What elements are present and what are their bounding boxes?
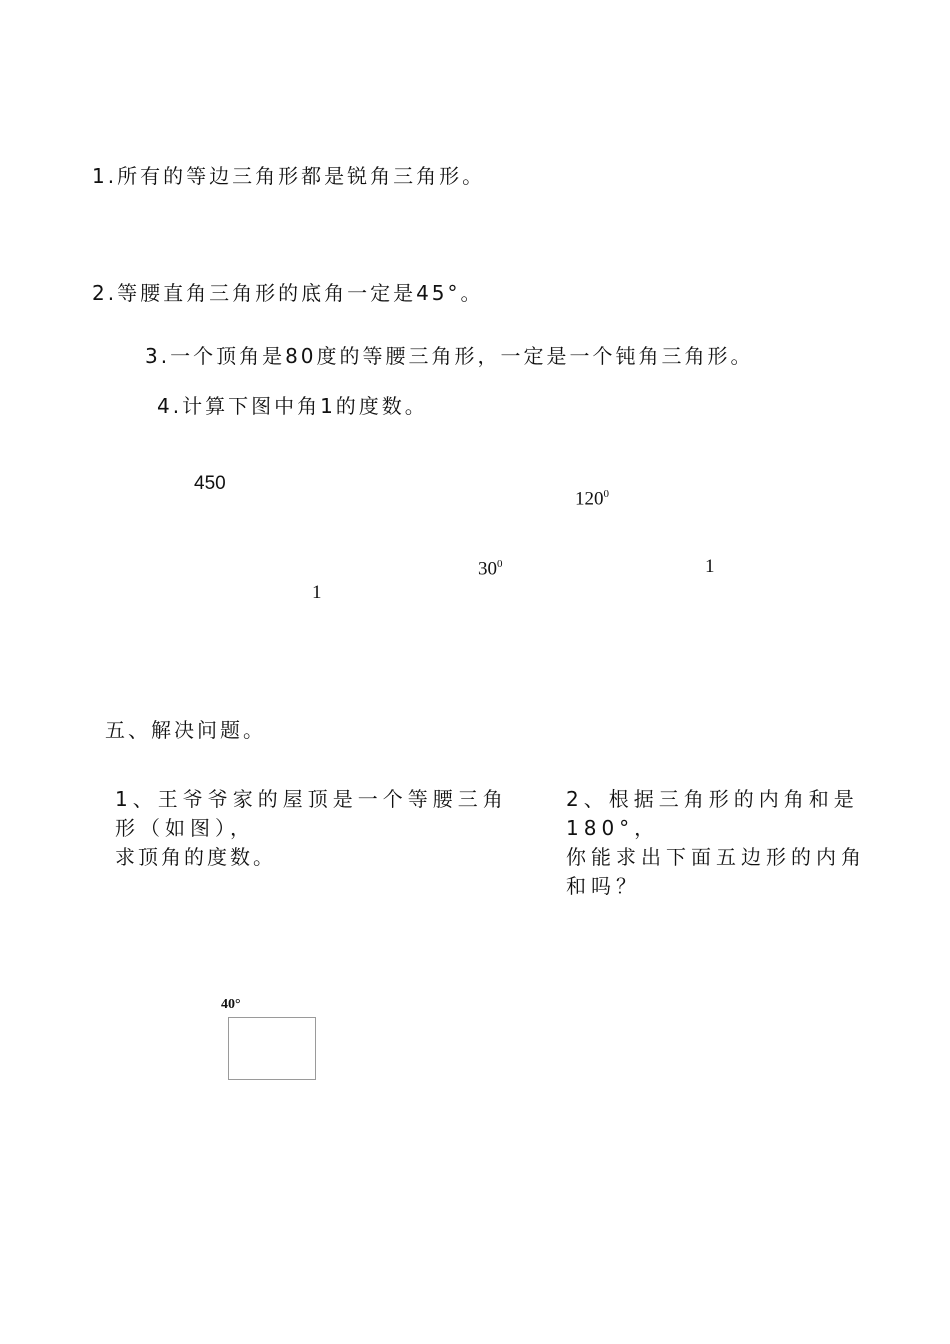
- angle-label-30: [478, 558, 503, 580]
- angle-30-value: 30: [478, 558, 497, 580]
- problem-1-line-3: 求顶角的度数。: [115, 845, 276, 869]
- angle-120-degree: 0: [603, 488, 609, 500]
- angle-label-120: [575, 488, 609, 510]
- angle-1-label-right: 1: [705, 556, 715, 577]
- question-4: 4.计算下图中角1的度数。: [157, 394, 428, 418]
- roof-angle-label: 40°: [221, 997, 241, 1012]
- problem-2-line-4: 和吗？: [566, 874, 641, 898]
- question-2: 2.等腰直角三角形的底角一定是45°。: [92, 281, 484, 305]
- question-1: 1.所有的等边三角形都是锐角三角形。: [92, 164, 486, 188]
- angle-1-label-left: 1: [312, 582, 322, 603]
- roof-figure-placeholder: [228, 1017, 316, 1080]
- angle-120-value: 120: [575, 488, 604, 510]
- problem-1-line-2: 形（如图），: [115, 816, 255, 840]
- problem-2-line-1: 2、根据三角形的内角和是: [566, 787, 859, 811]
- problem-2-line-3: 你能求出下面五边形的内角: [566, 845, 866, 869]
- problem-1: [115, 785, 508, 872]
- problem-1-line-1: 1、王爷爷家的屋顶是一个等腰三角: [115, 787, 508, 811]
- angle-30-degree: 0: [497, 558, 503, 570]
- angle-label-450: 450: [194, 473, 226, 494]
- problem-2-line-2: 180°，: [566, 816, 660, 840]
- question-3: 3.一个顶角是80度的等腰三角形，一定是一个钝角三角形。: [145, 344, 754, 368]
- problem-2: [566, 785, 866, 901]
- section-5-heading: 五、解决问题。: [105, 718, 266, 742]
